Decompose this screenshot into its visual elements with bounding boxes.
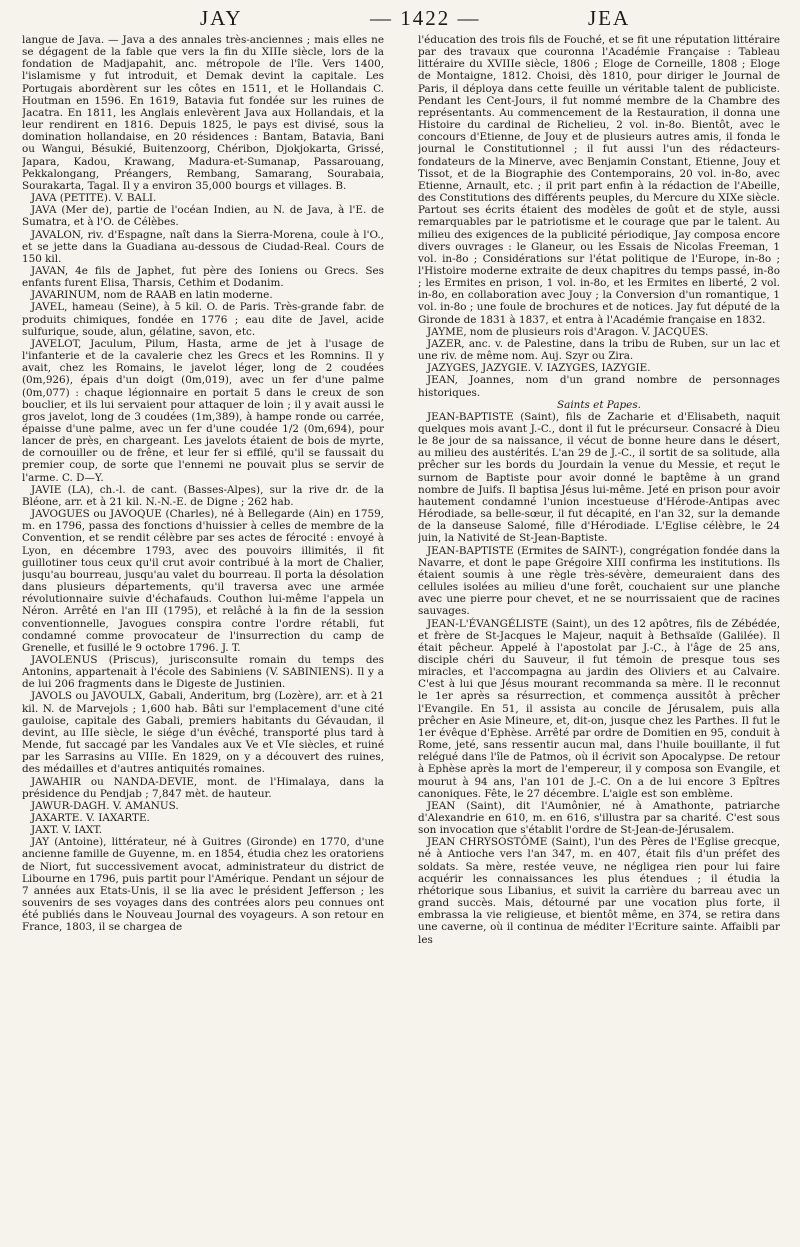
- entry-paragraph: JAVEL, hameau (Seine), à 5 kil. O. de Paris. Très-grande fabr. de produits chimiques, fondée en 1776 ; eau dite de Javel, acide sulfurique, soude, alun, gélatine, savon, etc.: [22, 301, 384, 338]
- entry-paragraph: JEAN-L'ÉVANGÉLISTE (Saint), un des 12 apôtres, fils de Zébédée, et frère de St-Jacques le Majeur, naquit à Bethsaïde (Galilée). Il était pêcheur. Appelé à l'apostolat par J.-C., à l'âge de 25 ans, disciple chéri du Sauveur, il fut témoin de presque tous ses miracles, et l'accompagna au jardin des Oliviers et au Calvaire. C'est à lui que Jésus mourant recommanda sa mère. Il le reconnut le 1er après sa résurrection, et commença aussitôt à prêcher l'Evangile. En 51, il assista au concile de Jérusalem, puis alla prêcher en Asie Mineure, et, dit-on, jusque chez les Parthes. Il fut le 1er évêque d'Ephèse. Arrêté par ordre de Domitien en 95, conduit à Rome, jeté, sans ressentir aucun mal, dans l'huile bouillante, il fut relégué dans l'île de Patmos, où il écrivit son Apocalypse. De retour à Ephèse après la mort de l'empereur, il y composa son Evangile, et mourut à 94 ans, l'an 101 de J.-C. On a de lui encore 3 Epîtres canoniques. Fête, le 27 décembre. L'aigle est son emblème.: [418, 617, 780, 800]
- entry-paragraph: JAVA (PETITE). V. BALI.: [31, 192, 157, 205]
- entry-paragraph: JEAN CHRYSOSTÔME (Saint), l'un des Pères de l'Eglise grecque, né à Antioche vers l'an 347, m. en 407, était fils d'un préfet des soldats. Sa mère, restée veuve, ne négligea rien pour lui faire acquérir les connaissances les plus étendues ; il étudia la rhétorique sous Libanius, et suivit la carrière du barreau avec un grand succès. Mais, détourné par une vocation plus forte, il embrassa la vie religieuse, et bientôt même, en 374, se retira dans une caverne, où il continua de méditer l'Ecriture sainte. Affaibli par les: [418, 836, 780, 946]
- section-heading: Saints et Papes.: [557, 398, 641, 411]
- entry-paragraph: JAVALON, riv. d'Espagne, naît dans la Sierra-Morena, coule à l'O., et se jette dans la Guadiana au-dessous de Ciudad-Real. Cours de 150 kil.: [22, 228, 384, 265]
- entry-paragraph: JAXT. V. IAXT.: [31, 824, 103, 837]
- entry-paragraph: JAXARTE. V. IAXARTE.: [31, 812, 150, 824]
- entry-paragraph: JAVA (Mer de), partie de l'océan Indien, au N. de Java, à l'E. de Sumatra, et à l'O. de Célèbes.: [22, 204, 384, 229]
- entry-paragraph: JAVIE (LA), ch.-l. de cant. (Basses-Alpes), sur la rive dr. de la Bléone, arr. et à 21 kil. N.-N.-E. de Digne ; 262 hab.: [22, 483, 384, 508]
- entry-paragraph: JEAN-BAPTISTE (Saint), fils de Zacharie et d'Elisabeth, naquit quelques mois avant J.-C., dont il fut le précurseur. Consacré à Dieu le 8e jour de sa naissance, il vécut de bonne heure dans le désert, au milieu des austérités. L'an 29 de J.-C., il sortit de sa solitude, alla prêcher sur les bords du Jourdain la venue du Messie, et reçut le surnom de Baptiste pour avoir donné le baptême à un grand nombre de Juifs. Il baptisa Jésus lui-même. Jeté en prison pour avoir hautement condamné l'union incestueuse d'Hérode-Antipas avec Hérodiade, sa belle-sœur, il fut décapité, en l'an 32, sur la demande de la danseuse Salomé, fille d'Hérodiade. L'Eglise célèbre, le 24 juin, la Nativité de St-Jean-Baptiste.: [418, 410, 780, 545]
- entry-paragraph: l'éducation des trois fils de Fouché, et se fit une réputation littéraire par des travaux que couronna l'Académie Française : Tableau littéraire du XVIIIe siècle, 1806 ; Eloge de Corneille, 1808 ; Eloge de Montaigne, 1812. Choisi, dès 1810, pour diriger le Journal de Paris, il déploya dans cette feuille un véritable talent de publiciste. Pendant les Cent-Jours, il fut nommé membre de la Chambre des représentants. Au commencement de la Restauration, il donna une Histoire du cardinal de Richelieu, 2 vol. in-8o. Bientôt, avec le concours d'Etienne, de Jouy et de plusieurs autres amis, il fonda le journal le Constitutionnel ; il fut aussi l'un des rédacteurs-fondateurs de la Minerve, avec Benjamin Constant, Etienne, Jouy et Tissot, et de la Biographie des Contemporains, 20 vol. in-8o, avec Etienne, Arnault, etc. ; il prit part enfin à la rédaction de l'Abeille, des Constitutions des différents peuples, du Mercure du XIXe siècle. Partout ses écrits étaient des modèles de goût et de style, aussi remarquables par le patriotisme et le courage que par le talent. Au milieu des exigences de la publicité périodique, Jay composa encore divers ouvrages : le Glaneur, ou les Essais de Nicolas Freeman, 1 vol. in-8o ; Considérations sur l'état politique de l'Europe, in-8o ; l'Histoire moderne extraite de deux chapitres du temps passé, in-8o ; les Ermites en prison, 1 vol. in-8o, et les Ermites en liberté, 2 vol. in-8o, en collaboration avec Jouy ; la Conversion d'un romantique, 1 vol. in-8o ; une foule de brochures et de notices. Jay fut député de la Gironde de 1831 à 1837, et entra à l'Académie française en 1832.: [418, 34, 780, 326]
- entry-paragraph: JAVOLENUS (Priscus), jurisconsulte romain du temps des Antonins, appartenait à l'école des Sabiniens (V. SABINIENS). Il y a de lui 206 fragments dans le Digeste de Justinien.: [22, 653, 384, 691]
- entry-paragraph: JAVOGUES ou JAVOQUE (Charles), né à Bellegarde (Ain) en 1759, m. en 1796, passa des fonctions d'huissier à celles de membre de la Convention, et se rendit célèbre par ses actes de férocité : envoyé à Lyon, en décembre 1793, avec des pouvoirs illimités, il fit guillotiner tous ceux qu'il crut avoir contribué à la mort de Chalier, jusqu'au bourreau, jusqu'au valet du bourreau. Il porta la désolation dans plusieurs départements, qu'il traversa avec une armée révolutionnaire suivie d'échafauds. Couthon lui-même l'appela un Néron. Arrêté en l'an III (1795), et relâché à la fin de la session conventionnelle, Javogues conspira contre l'ordre rétabli, fut condamné comme provocateur de l'insurrection du camp de Grenelle, et fusillé le 9 octobre 1796. J. T.: [22, 508, 384, 654]
- entry-paragraph: JAVOLS ou JAVOULX, Gabali, Anderitum, brg (Lozère), arr. et à 21 kil. N. de Marvejols ; 1,600 hab. Bâti sur l'emplacement d'une cité gauloise, capitale des Gabali, premiers habitants du Gévaudan, il devint, au IIIe siècle, le siége d'un évêché, transporté plus tard à Mende, fut saccagé par les Vandales aux Ve et VIe siècles, et ruiné par les Sarrasins au VIIIe. En 1829, on y a découvert des ruines, des médailles et d'autres antiquités romaines.: [22, 690, 384, 776]
- entry-paragraph: JAWUR-DAGH. V. AMANUS.: [31, 799, 179, 812]
- entry-paragraph: JAZER, anc. v. de Palestine, dans la tribu de Ruben, sur un lac et une riv. de même nom. Auj. Szyr ou Zira.: [418, 337, 780, 363]
- entry-paragraph: JAVELOT, Jaculum, Pilum, Hasta, arme de jet à l'usage de l'infanterie et de la cavalerie chez les Grecs et les Romnins. Il y avait, chez les Romains, le javelot léger, long de 2 coudées (0m,926), épais d'un doigt (0m,019), avec un fer d'une palme (0m,077) : chaque légionnaire en portait 5 dans le creux de son bouclier, et ils lui servaient pour attaquer de loin ; il y avait aussi le gros javelot, long de 3 coudées (1m,389), à hampe ronde ou carrée, épaisse d'une palme, avec un fer d'une coudée 1/2 (0m,694), pour lancer de près, en chargeant. Les javelots étaient de bois de myrte, de cornouiller ou de frêne, et leur fer si effilé, qu'il se faussait du premier coup, de sorte que l'ennemi ne pouvait plus se servir de l'arme. C. D—Y.: [22, 337, 384, 484]
- entry-paragraph: JEAN (Saint), dit l'Aumônier, né à Amathonte, patriarche d'Alexandrie en 610, m. en 616, s'illustra par sa charité. C'est sous son invocation que s'établit l'ordre de St-Jean-de-Jérusalem.: [418, 799, 780, 837]
- right-column: [418, 34, 780, 1239]
- entry-paragraph: JAVAN, 4e fils de Japhet, fut père des Ioniens ou Grecs. Ses enfants furent Elisa, Tharsis, Cethim et Dodanim.: [22, 264, 384, 290]
- page-number: — 1422 —: [370, 6, 481, 30]
- entry-paragraph: JEAN, Joannes, nom d'un grand nombre de personnages historiques.: [418, 374, 780, 399]
- left-column: [22, 34, 384, 1239]
- entry-paragraph: langue de Java. — Java a des annales très-anciennes ; mais elles ne se dégagent de la fable que vers la fin du XIIIe siècle, lors de la fondation de Madjapahit, anc. métropole de l'île. Vers 1400, l'islamisme y fut introduit, et Demak devint la capitale. Les Portugais abordèrent sur les côtes en 1511, et le Hollandais C. Houtman en 1596. En 1619, Batavia fut fondée sur les ruines de Jacatra. En 1811, les Anglais enlevèrent Java aux Hollandais, et la leur rendirent en 1816. Depuis 1825, le pays est divisé, sous la domination hollandaise, en 20 résidences : Bantam, Batavia, Bani ou Wangui, Bésukié, Buitenzoorg, Chéribon, Djokjokarta, Grissé, Japara, Kadou, Krawang, Madura-et-Sumanap, Passarouang, Pekkalongang, Préangers, Rembang, Samarang, Sourabaia, Sourakarta, Tagal. Il y a environ 35,000 bourgs et villages. B.: [22, 34, 384, 192]
- entry-paragraph: JAYME, nom de plusieurs rois d'Aragon. V. JACQUES.: [427, 325, 709, 338]
- entry-paragraph: JAZYGES, JAZYGIE. V. IAZYGES, IAZYGIE.: [427, 362, 651, 375]
- running-head-left: JAY: [200, 6, 243, 30]
- running-head: [0, 6, 800, 28]
- entry-paragraph: JAWAHIR ou NANDA-DEVIE, mont. de l'Himalaya, dans la présidence du Pendjab ; 7,847 mèt. de hauteur.: [22, 775, 384, 800]
- entry-paragraph: JEAN-BAPTISTE (Ermites de SAINT-), congrégation fondée dans la Navarre, et dont le pape Grégoire XIII confirma les institutions. Ils étaient soumis à une règle très-sévère, demeuraient dans des cellules isolées au milieu d'une forêt, couchaient sur une planche avec une pierre pour chevet, et ne se nourrissaient que de racines sauvages.: [418, 544, 780, 618]
- entry-paragraph: JAVARINUM, nom de RAAB en latin moderne.: [31, 289, 273, 302]
- entry-paragraph: JAY (Antoine), littérateur, né à Guitres (Gironde) en 1770, d'une ancienne famille de Guyenne, m. en 1854, étudia chez les oratoriens de Niort, fut successivement avocat, administrateur du district de Libourne en 1796, puis partit pour l'Amérique. Pendant un séjour de 7 années aux Etats-Unis, il se lia avec le président Jefferson ; les souvenirs de ses voyages dans des contrées alors peu connues ont été publiés dans le Nouveau Journal des voyageurs. A son retour en France, 1803, il se chargea de: [22, 836, 384, 934]
- running-head-right: JEA: [588, 6, 631, 30]
